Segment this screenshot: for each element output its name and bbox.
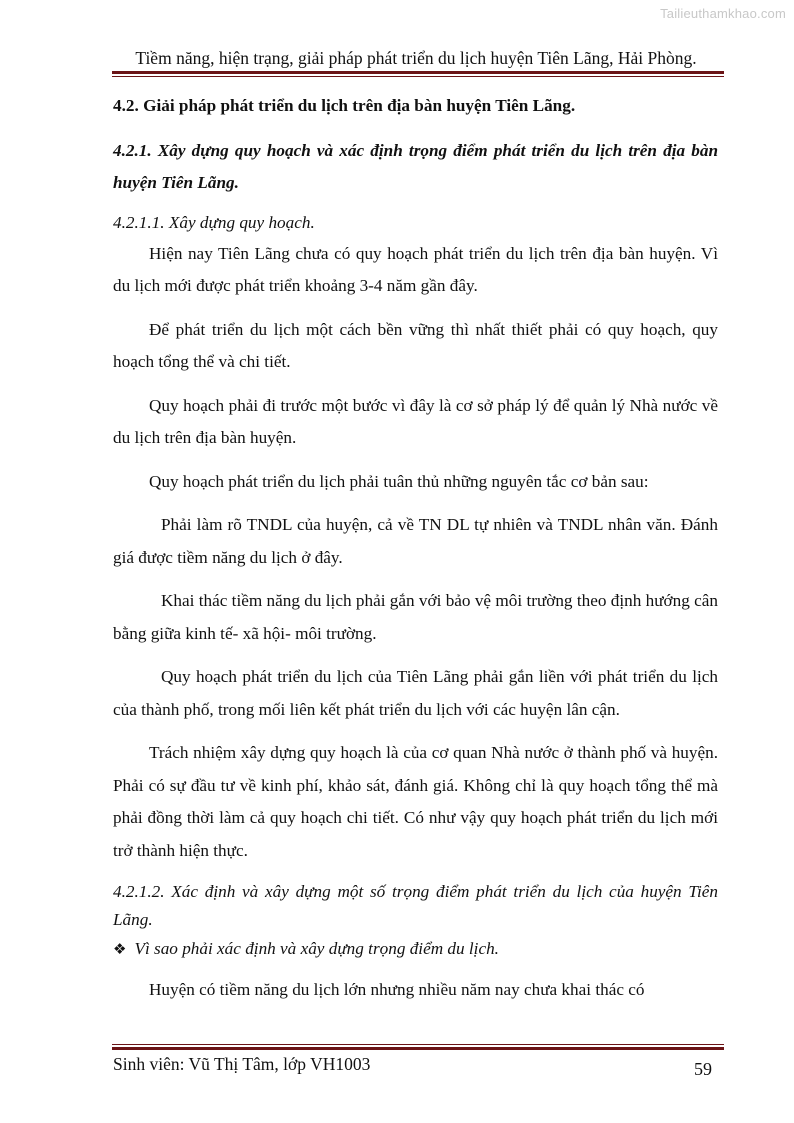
section-heading-4-2: 4.2. Giải pháp phát triển du lịch trên địa bàn huyện Tiên Lãng. (113, 96, 576, 115)
paragraph: Hiện nay Tiên Lãng chưa có quy hoạch phát triển du lịch trên địa bàn huyện. Vì du lịch mới được phát triển khoảng 3-4 năm gần đây. (113, 243, 718, 295)
footer-student: Sinh viên: Vũ Thị Tâm, lớp VH1003 (113, 1054, 371, 1074)
header-rule-thin (112, 76, 724, 77)
subsubsection-heading-4-2-1-2: 4.2.1.2. Xác định và xây dựng một số trọng điểm phát triển du lịch của huyện Tiên Lãng. (113, 882, 718, 929)
header-rule-thick (112, 71, 724, 74)
paragraph: Quy hoạch phải đi trước một bước vì đây là cơ sở pháp lý để quản lý Nhà nước về du lịch trên địa bàn huyện. (113, 395, 718, 447)
paragraph: Để phát triển du lịch một cách bền vững thì nhất thiết phải có quy hoạch, quy hoạch tổng thể và chi tiết. (113, 319, 718, 371)
subsection-heading-4-2-1: 4.2.1. Xây dựng quy hoạch và xác định trọng điểm phát triển du lịch trên địa bàn huyện Tiên Lãng. (113, 140, 718, 192)
paragraph-responsibility: Trách nhiệm xây dựng quy hoạch là của cơ quan Nhà nước ở thành phố và huyện. Phải có sự đầu tư về kinh phí, khảo sát, đánh giá. Không chỉ là quy hoạch tổng thể mà phải đồng thời làm cả quy hoạch chi tiết. Có như vậy quy hoạch phát triển du lịch mới trở thành hiện thực. (113, 743, 718, 860)
footer-rule-thin (112, 1044, 724, 1045)
principle-item: Phải làm rõ TNDL của huyện, cả về TN DL tự nhiên và TNDL nhân văn. Đánh giá được tiềm năng du lịch ở đây. (113, 515, 718, 567)
paragraph: Quy hoạch phát triển du lịch phải tuân thủ những nguyên tắc cơ bản sau: (149, 471, 649, 491)
bullet-item (113, 935, 718, 963)
bullet-text: Vì sao phải xác định và xây dựng trọng điểm du lịch. (134, 939, 499, 958)
subsubsection-heading-4-2-1-1: 4.2.1.1. Xây dựng quy hoạch. (113, 212, 315, 232)
diamond-bullet-icon: ❖ (113, 940, 127, 958)
running-header: Tiềm năng, hiện trạng, giải pháp phát triển du lịch huyện Tiên Lãng, Hải Phòng. (135, 48, 697, 68)
page-body (113, 90, 718, 1018)
page-number: 59 (694, 1059, 712, 1079)
paragraph-last: Huyện có tiềm năng du lịch lớn nhưng nhiều năm nay chưa khai thác có (149, 980, 645, 999)
footer-rule-thick (112, 1047, 724, 1050)
principle-item: Khai thác tiềm năng du lịch phải gắn với bảo vệ môi trường theo định hướng cân bằng giữa kinh tế- xã hội- môi trường. (113, 591, 718, 643)
watermark: Tailieuthamkhao.com (660, 6, 786, 21)
principle-item: Quy hoạch phát triển du lịch của Tiên Lãng phải gắn liền với phát triển du lịch của thành phố, trong mối liên kết phát triển du lịch với các huyện lân cận. (113, 667, 718, 719)
